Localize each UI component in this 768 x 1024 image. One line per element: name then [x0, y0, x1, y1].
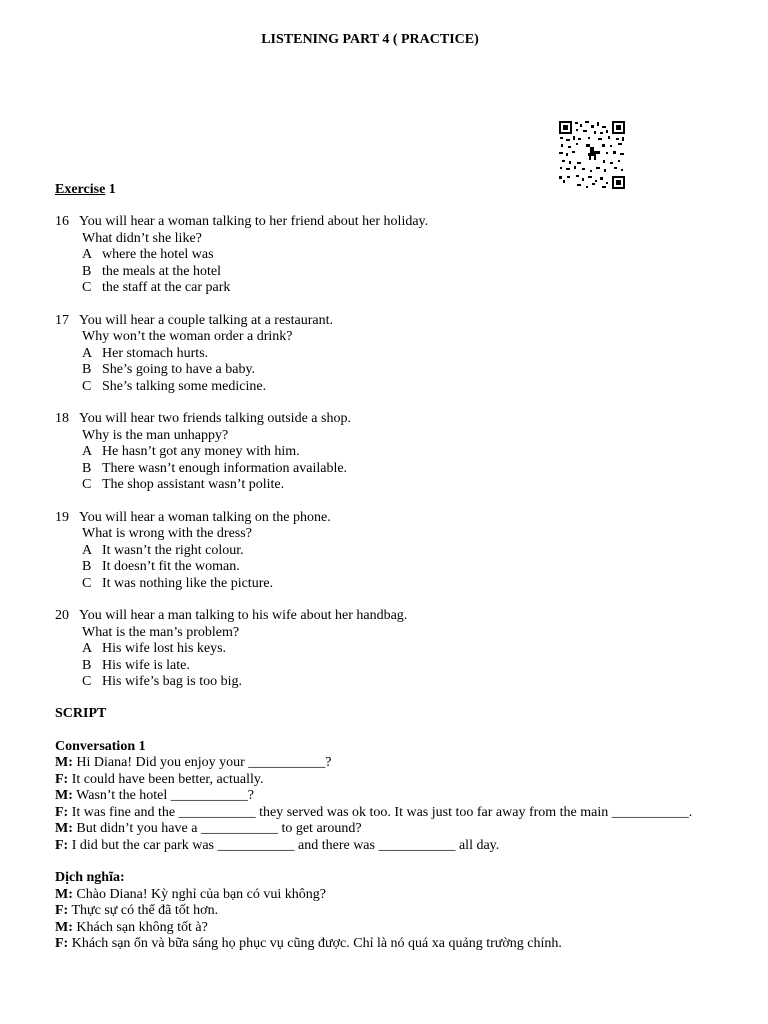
option-c: C It was nothing like the picture.	[82, 575, 274, 591]
script-line: F: It could have been better, actually.	[55, 771, 264, 787]
exercise-label: Exercise	[55, 182, 106, 197]
translation-line: M: Chào Diana! Kỳ nghỉ của bạn có vui không?	[55, 886, 326, 902]
conversation-heading: Conversation 1	[55, 738, 146, 754]
question-text: What is wrong with the dress?	[82, 526, 252, 541]
question-number: 16	[55, 214, 69, 229]
page-title: LISTENING PART 4 ( PRACTICE)	[261, 32, 479, 47]
qr-code-icon	[558, 120, 626, 190]
question-intro: You will hear a couple talking at a restaurant.	[79, 312, 334, 328]
question-text: What is the man’s problem?	[82, 624, 240, 640]
questions-list	[55, 214, 735, 707]
translation-line: F: Khách sạn ổn và bữa sáng họ phục vụ cũng được. Chỉ là nó quá xa quảng trường chính.	[55, 936, 562, 951]
translation-line: F: Thực sự có thể đã tốt hơn.	[55, 903, 219, 918]
question-18	[55, 411, 735, 494]
option-c: C The shop assistant wasn’t polite.	[82, 477, 285, 492]
option-b: B There wasn’t enough information available.	[82, 460, 348, 476]
script-line: F: It was fine and the ___________ they served was ok too. It was just too far away from the main ___________.	[55, 804, 693, 820]
question-intro: You will hear a woman talking on the phone.	[79, 509, 331, 525]
question-number: 19	[55, 509, 69, 525]
script-line: M: Wasn’t the hotel ___________?	[55, 788, 255, 803]
translation-heading: Dịch nghĩa:	[55, 870, 125, 885]
question-number: 17	[55, 312, 69, 328]
option-a: A Her stomach hurts.	[82, 345, 209, 361]
option-b: B She’s going to have a baby.	[82, 362, 256, 377]
option-a: A where the hotel was	[82, 247, 214, 262]
option-c: C the staff at the car park	[82, 280, 231, 295]
option-b: B the meals at the hotel	[82, 263, 221, 279]
question-text: What didn’t she like?	[82, 230, 202, 246]
question-19	[55, 510, 735, 593]
option-c: C His wife’s bag is too big.	[82, 674, 242, 689]
script-heading: SCRIPT	[55, 706, 107, 721]
question-text: Why is the man unhappy?	[82, 427, 229, 443]
script-line: F: I did but the car park was ___________ and there was ___________ all day.	[55, 837, 500, 853]
question-20	[55, 608, 735, 691]
exercise-heading	[55, 182, 116, 198]
question-number: 20	[55, 608, 69, 623]
question-16	[55, 214, 735, 297]
question-number: 18	[55, 411, 69, 426]
option-a: A It wasn’t the right colour.	[82, 542, 244, 558]
question-17	[55, 313, 735, 396]
script-section	[55, 706, 745, 953]
script-line: M: Hi Diana! Did you enjoy your ___________?	[55, 755, 332, 770]
option-b: B It doesn’t fit the woman.	[82, 559, 240, 574]
exercise-number: 1	[105, 182, 116, 197]
option-a: A His wife lost his keys.	[82, 641, 227, 656]
question-intro: You will hear two friends talking outside a shop.	[79, 411, 351, 426]
translation-line: M: Khách sạn không tốt à?	[55, 919, 208, 935]
option-a: A He hasn’t got any money with him.	[82, 444, 300, 459]
question-intro: You will hear a man talking to his wife about her handbag.	[79, 608, 408, 623]
option-c: C She’s talking some medicine.	[82, 378, 267, 394]
option-b: B His wife is late.	[82, 657, 190, 673]
question-intro: You will hear a woman talking to her friend about her holiday.	[79, 214, 429, 229]
script-line: M: But didn’t you have a ___________ to get around?	[55, 821, 362, 836]
question-text: Why won’t the woman order a drink?	[82, 329, 293, 344]
